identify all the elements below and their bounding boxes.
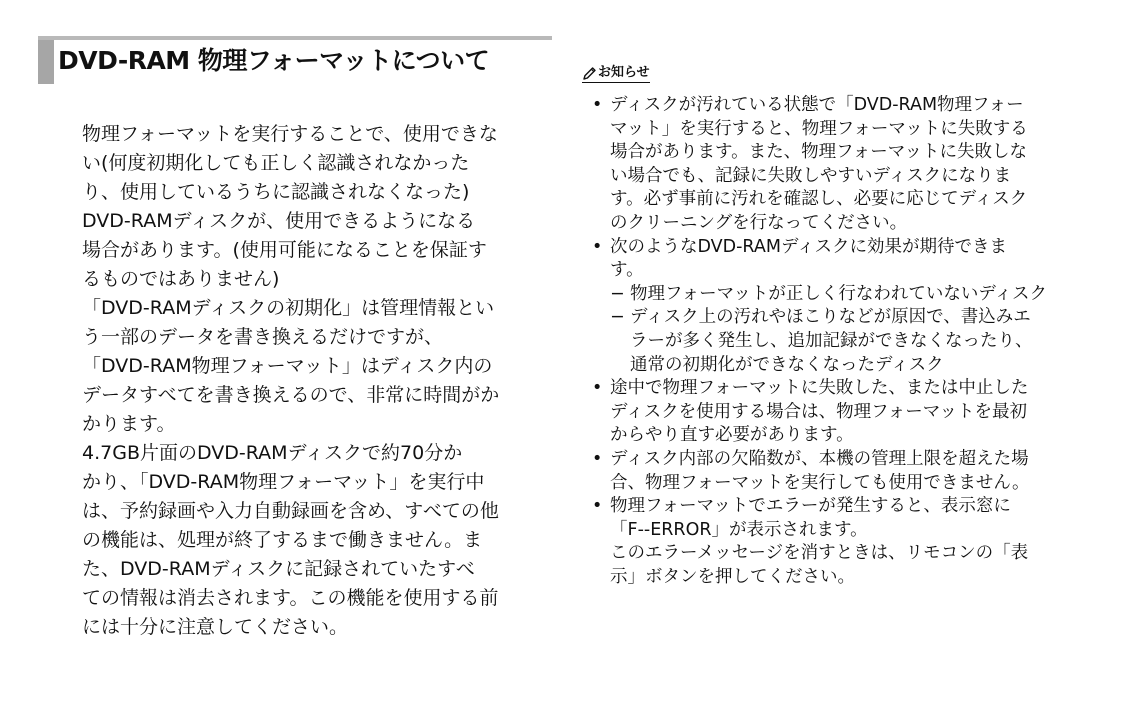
paragraph-line: には十分に注意してください。 — [82, 616, 349, 638]
paragraph-line: かり、「DVD-RAM物理フォーマット」を実行中 — [82, 471, 485, 493]
notice-line: す。 — [610, 260, 644, 281]
notice-line: のクリーニングを行なってください。 — [610, 212, 908, 233]
notice-line: す。必ず事前に汚れを確認し、必要に応じてディスク — [610, 189, 1028, 210]
paragraph-line: 場合があります。(使用可能になることを保証す — [82, 239, 487, 261]
paragraph-line: ての情報は消去されます。この機能を使用する前 — [82, 587, 499, 609]
paragraph-line: う一部のデータを書き換えるだけですが、 — [82, 326, 444, 348]
notice-text: 物理フォーマットでエラーが発生すると、表示窓に — [610, 496, 1011, 517]
notice-list — [592, 94, 1132, 589]
bullet-icon: • — [592, 95, 603, 115]
paragraph-line: た、DVD-RAMディスクに記録されていたすべ — [82, 558, 475, 580]
notice-item — [592, 377, 1132, 448]
notice-line: い場合でも、記録に失敗しやすいディスクになりま — [610, 165, 1012, 186]
notice-line: 場合があります。また、物理フォーマットに失敗しな — [610, 142, 1028, 163]
notice-line: 合、物理フォーマットを実行しても使用できません。 — [610, 472, 1030, 493]
bullet-icon: • — [592, 496, 603, 517]
dash-icon: − — [610, 283, 625, 304]
notice-sub-line: ラーが多く発生し、追加記録ができなくなったり、 — [630, 330, 1033, 351]
notice-item — [592, 94, 1132, 236]
notice-line — [592, 236, 1132, 260]
paragraph-line: 4.7GB片面のDVD-RAMディスクで約70分か — [82, 442, 463, 464]
notice-sub-text: 物理フォーマットが正しく行なわれていないディスク — [630, 283, 1048, 304]
section-title: DVD-RAM 物理フォーマットについて — [58, 46, 490, 75]
notice-text: 途中で物理フォーマットに失敗した、または中止した — [610, 378, 1029, 399]
paragraph-line: データすべてを書き換えるので、非常に時間がか — [82, 384, 500, 406]
notice-text: 次のようなDVD-RAMディスクに効果が期待できま — [610, 236, 1008, 257]
notice-item — [592, 236, 1132, 378]
notice-line: 示」ボタンを押してください。 — [610, 566, 855, 587]
notice-sub-line — [592, 306, 1132, 330]
paragraph-line: DVD-RAMディスクが、使用できるようになる — [82, 210, 476, 232]
notice-text: ディスクが汚れている状態で「DVD-RAM物理フォー — [610, 95, 1024, 115]
bullet-icon: • — [592, 378, 603, 399]
heading-accent-bar — [38, 40, 54, 84]
notice-line: 「F--ERROR」が表示されます。 — [610, 519, 868, 540]
notice-line: マット」を実行すると、物理フォーマットに失敗する — [610, 118, 1028, 139]
pencil-icon — [582, 66, 597, 81]
notice-line: からやり直す必要があります。 — [610, 425, 854, 446]
paragraph-line: り、使用しているうちに認識されなくなった) — [82, 181, 470, 203]
dash-icon: − — [610, 307, 625, 328]
notice-sub-line: 通常の初期化ができなくなったディスク — [630, 354, 944, 375]
notice-line: ディスクを使用する場合は、物理フォーマットを最初 — [610, 401, 1028, 422]
paragraph-line: 「DVD-RAM物理フォーマット」はディスク内の — [82, 355, 493, 377]
paragraph-line: かります。 — [82, 413, 176, 435]
section-paragraph — [82, 120, 552, 642]
notice-line — [592, 94, 1132, 118]
bullet-icon: • — [592, 448, 603, 469]
paragraph-line: 「DVD-RAMディスクの初期化」は管理情報とい — [82, 297, 495, 319]
notice-sub-text: ディスク上の汚れやほこりなどが原因で、書込みエ — [630, 307, 1031, 328]
paragraph-line: るものではありません) — [82, 268, 280, 290]
notice-label: お知らせ — [598, 65, 650, 80]
notice-line — [592, 495, 1132, 519]
notice-item — [592, 495, 1132, 589]
paragraph-line: い(何度初期化しても正しく認識されなかった — [82, 152, 470, 174]
notice-heading — [582, 65, 650, 83]
notice-line: このエラーメッセージを消すときは、リモコンの「表 — [610, 543, 1029, 564]
notice-sub-line — [592, 283, 1132, 307]
paragraph-line: は、予約録画や入力自動録画を含め、すべての他 — [82, 500, 499, 522]
notice-text: ディスク内部の欠陥数が、本機の管理上限を超えた場 — [610, 448, 1029, 469]
notice-line — [592, 448, 1132, 472]
header-rule — [38, 36, 552, 40]
notice-line — [592, 377, 1132, 401]
paragraph-line: 物理フォーマットを実行することで、使用できな — [82, 123, 498, 145]
bullet-icon: • — [592, 236, 603, 257]
paragraph-line: の機能は、処理が終了するまで働きません。ま — [82, 529, 483, 551]
notice-item — [592, 448, 1132, 495]
